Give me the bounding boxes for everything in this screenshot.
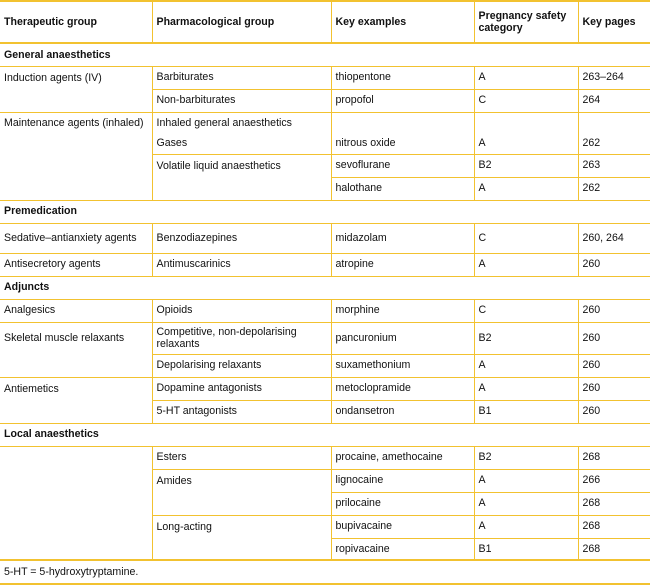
- example-cell: suxamethonium: [331, 354, 474, 377]
- header-key-pages: Key pages: [578, 1, 650, 43]
- header-pharmacological-group: Pharmacological group: [152, 1, 331, 43]
- therapeutic-cell: Antisecretory agents: [0, 253, 152, 276]
- therapeutic-cell: [0, 492, 152, 515]
- category-cell: A: [474, 133, 578, 154]
- header-row: [0, 1, 650, 43]
- section-premedication: Premedication: [0, 200, 650, 223]
- category-cell: [474, 112, 578, 133]
- example-cell: morphine: [331, 299, 474, 322]
- example-cell: propofol: [331, 89, 474, 112]
- category-cell: A: [474, 253, 578, 276]
- therapeutic-cell: [0, 515, 152, 538]
- pharmacological-cell: [152, 538, 331, 560]
- table-row: [0, 322, 650, 354]
- therapeutic-cell: [0, 446, 152, 469]
- table-row: [0, 354, 650, 377]
- pages-cell: 260: [578, 299, 650, 322]
- example-cell: midazolam: [331, 223, 474, 253]
- category-cell: B1: [474, 400, 578, 423]
- table-row: [0, 469, 650, 492]
- pharmacological-cell: Volatile liquid anaesthetics: [152, 154, 331, 177]
- header-key-examples: Key examples: [331, 1, 474, 43]
- therapeutic-cell: [0, 400, 152, 423]
- pages-cell: 262: [578, 177, 650, 200]
- pages-cell: 264: [578, 89, 650, 112]
- pages-cell: 260: [578, 354, 650, 377]
- pharmacological-cell: Antimuscarinics: [152, 253, 331, 276]
- therapeutic-cell: [0, 133, 152, 154]
- pages-cell: 263–264: [578, 66, 650, 89]
- pages-cell: 260: [578, 322, 650, 354]
- example-cell: pancuronium: [331, 322, 474, 354]
- pharmacological-cell: Dopamine antagonists: [152, 377, 331, 400]
- section-row: [0, 276, 650, 299]
- therapeutic-cell: [0, 177, 152, 200]
- therapeutic-cell: Maintenance agents (inhaled): [0, 112, 152, 133]
- therapeutic-cell: Skeletal muscle relaxants: [0, 322, 152, 354]
- section-general-anaesthetics: General anaesthetics: [0, 43, 650, 66]
- pages-cell: 268: [578, 446, 650, 469]
- example-cell: procaine, amethocaine: [331, 446, 474, 469]
- table-row: [0, 177, 650, 200]
- table-row: [0, 492, 650, 515]
- category-cell: B2: [474, 322, 578, 354]
- therapeutic-cell: Sedative–antianxiety agents: [4, 231, 137, 244]
- section-row: [0, 423, 650, 446]
- table-row: [0, 538, 650, 560]
- table-row: [0, 377, 650, 400]
- pages-cell: 260: [578, 253, 650, 276]
- table-row: [0, 133, 650, 154]
- header-therapeutic-group: Therapeutic group: [0, 1, 152, 43]
- category-cell: A: [474, 515, 578, 538]
- category-cell: C: [474, 223, 578, 253]
- pharmacological-cell: Non-barbiturates: [152, 89, 331, 112]
- footnote-row: [0, 560, 650, 584]
- pharmacological-cell: Inhaled general anaesthetics: [152, 112, 331, 133]
- section-adjuncts: Adjuncts: [0, 276, 650, 299]
- pages-cell: 260: [578, 377, 650, 400]
- therapeutic-cell: Induction agents (IV): [4, 71, 102, 84]
- example-cell: sevoflurane: [331, 154, 474, 177]
- example-cell: prilocaine: [331, 492, 474, 515]
- pharmacological-cell: [152, 177, 331, 200]
- category-cell: A: [474, 177, 578, 200]
- pharmacological-cell: Depolarising relaxants: [152, 354, 331, 377]
- table-row: [0, 515, 650, 538]
- therapeutic-cell: Antiemetics: [0, 377, 152, 400]
- pharmacological-cell: Competitive, non-depolarising relaxants: [152, 322, 331, 354]
- pages-cell: 260: [578, 400, 650, 423]
- therapeutic-cell: [0, 469, 152, 492]
- pharmacological-cell: Gases: [152, 133, 331, 154]
- pages-cell: [578, 112, 650, 133]
- example-cell: nitrous oxide: [331, 133, 474, 154]
- example-cell: bupivacaine: [331, 515, 474, 538]
- pharmacological-cell: Barbiturates: [152, 66, 331, 89]
- section-row: [0, 43, 650, 66]
- example-cell: atropine: [331, 253, 474, 276]
- pharmacological-cell: [152, 492, 331, 515]
- pharmacological-cell: Esters: [152, 446, 331, 469]
- example-cell: metoclopramide: [331, 377, 474, 400]
- category-cell: B1: [474, 538, 578, 560]
- table-row: [0, 253, 650, 276]
- pages-cell: 268: [578, 515, 650, 538]
- pages-cell: 263: [578, 154, 650, 177]
- pages-cell: 268: [578, 538, 650, 560]
- category-cell: B2: [474, 154, 578, 177]
- section-local-anaesthetics: Local anaesthetics: [0, 423, 650, 446]
- therapeutic-cell: [0, 154, 152, 177]
- table-row: [0, 89, 650, 112]
- example-cell: [331, 112, 474, 133]
- example-cell: lignocaine: [331, 469, 474, 492]
- pharmacological-cell: Long-acting: [152, 515, 331, 538]
- therapeutic-cell: Analgesics: [4, 304, 56, 317]
- category-cell: C: [474, 89, 578, 112]
- table-row: [0, 299, 650, 322]
- category-cell: A: [474, 66, 578, 89]
- example-cell: ropivacaine: [331, 538, 474, 560]
- table-row: [0, 446, 650, 469]
- table-row: [0, 154, 650, 177]
- pharmacological-cell: Amides: [152, 469, 331, 492]
- category-cell: A: [474, 492, 578, 515]
- therapeutic-cell: [0, 89, 152, 112]
- therapeutic-cell: [0, 538, 152, 560]
- pages-cell: 266: [578, 469, 650, 492]
- pharmacological-cell: Opioids: [152, 299, 331, 322]
- table-row: [0, 112, 650, 133]
- section-row: [0, 200, 650, 223]
- header-pregnancy-safety-category: Pregnancy safety category: [474, 1, 578, 43]
- example-cell: ondansetron: [331, 400, 474, 423]
- therapeutic-cell: [0, 354, 152, 377]
- example-cell: thiopentone: [331, 66, 474, 89]
- pharmacological-cell: 5-HT antagonists: [152, 400, 331, 423]
- category-cell: C: [474, 299, 578, 322]
- category-cell: A: [474, 377, 578, 400]
- table-row: [0, 66, 650, 89]
- pages-cell: 262: [578, 133, 650, 154]
- category-cell: A: [474, 354, 578, 377]
- category-cell: A: [474, 469, 578, 492]
- table-row: [0, 400, 650, 423]
- example-cell: halothane: [331, 177, 474, 200]
- pages-cell: 268: [578, 492, 650, 515]
- footnote: 5-HT = 5-hydroxytryptamine.: [0, 560, 650, 584]
- category-cell: B2: [474, 446, 578, 469]
- pharmacological-cell: Benzodiazepines: [152, 223, 331, 253]
- table-row: [0, 223, 650, 253]
- pages-cell: 260, 264: [578, 223, 650, 253]
